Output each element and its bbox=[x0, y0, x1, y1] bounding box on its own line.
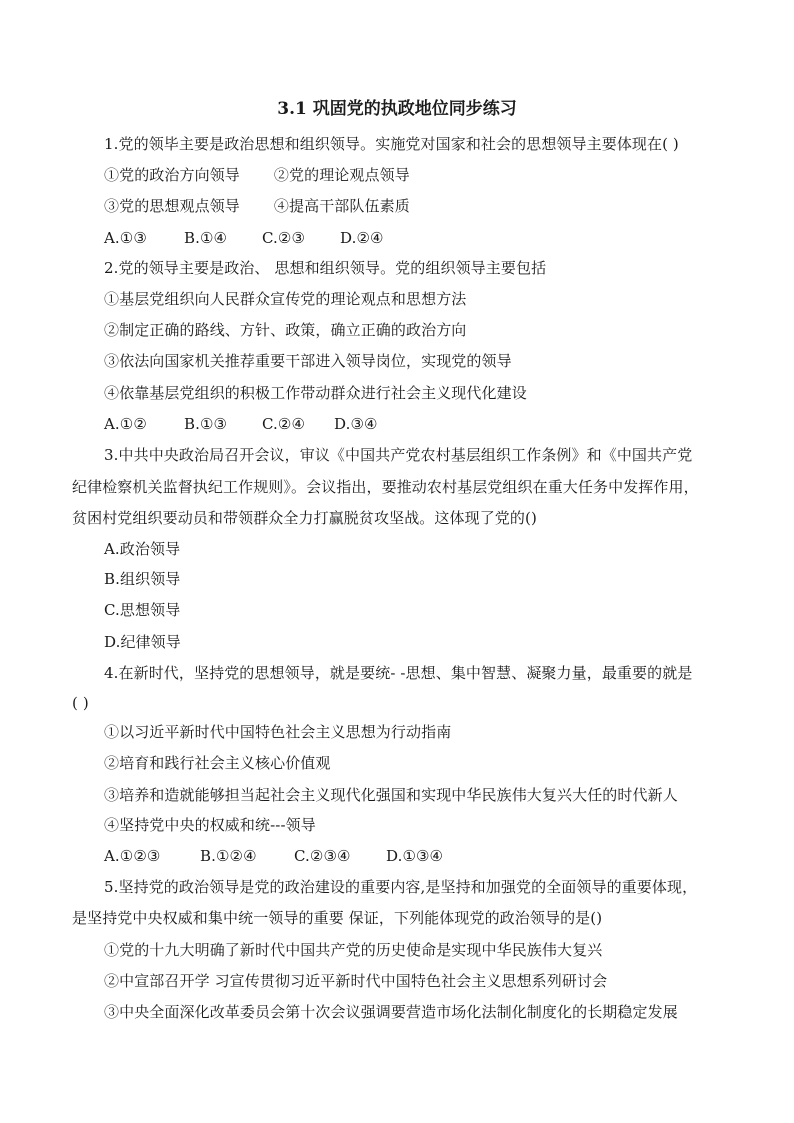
q5-item-2: ②中宣部召开学 习宣传贯彻习近平新时代中国特色社会主义思想系列研讨会 bbox=[104, 972, 608, 990]
q4-option-c: C.②③④ bbox=[294, 847, 351, 865]
q1-option-d: D.②④ bbox=[340, 229, 384, 247]
q5-item-3: ③中央全面深化改革委员会第十次会议强调要营造市场化法制化制度化的长期稳定发展 bbox=[104, 1003, 678, 1021]
q1-option-c: C.②③ bbox=[262, 229, 306, 247]
q3-option-d: D.纪律领导 bbox=[104, 633, 181, 651]
q1-options bbox=[104, 228, 384, 248]
q3-option-c: C.思想领导 bbox=[104, 601, 181, 619]
q1-items-row2 bbox=[104, 196, 410, 216]
q4-stem-line-2: ( ) bbox=[72, 694, 89, 712]
q2-item-2: ②制定正确的路线、方针、政策，确立正确的政治方向 bbox=[104, 321, 467, 339]
q4-item-3: ③培养和造就能够担当起社会主义现代化强国和实现中华民族伟大复兴大任的时代新人 bbox=[104, 786, 678, 804]
q4-option-d: D.①③④ bbox=[386, 847, 444, 865]
q2-item-1: ①基层党组织向人民群众宣传党的理论观点和思想方法 bbox=[104, 290, 467, 308]
q1-items-row1 bbox=[104, 165, 410, 185]
q2-option-c: C.②④ bbox=[262, 415, 306, 433]
q1-option-b: B.①④ bbox=[184, 229, 228, 247]
q4-options bbox=[104, 846, 443, 866]
q2-option-a: A.①② bbox=[104, 415, 147, 433]
q1-item-3: ③党的思想观点领导 bbox=[104, 197, 240, 215]
q1-item-4: ④提高干部队伍素质 bbox=[273, 197, 410, 215]
q2-option-b: B.①③ bbox=[184, 415, 228, 433]
q5-stem-line-1: 5.坚持党的政治领导是党的政治建设的重要内容,是坚持和加强党的全面领导的重要体现， bbox=[104, 878, 698, 896]
q1-option-a: A.①③ bbox=[104, 229, 147, 247]
q1-item-1: ①党的政治方向领导 bbox=[104, 166, 240, 184]
q4-item-2: ②培育和践行社会主义核心价值观 bbox=[104, 754, 331, 772]
q2-option-d: D.③④ bbox=[334, 415, 378, 433]
q4-item-4: ④坚持党中央的权威和统---领导 bbox=[104, 816, 316, 834]
q2-stem: 2.党的领导主要是政治、 思想和组织领导。党的组织领导主要包括 bbox=[104, 259, 547, 277]
q2-item-4: ④依靠基层党组织的积极工作带动群众进行社会主义现代化建设 bbox=[104, 384, 527, 402]
q3-option-a: A.政治领导 bbox=[104, 540, 181, 558]
page-title: 3.1 巩固党的执政地位同步练习 bbox=[277, 99, 517, 119]
q5-item-1: ①党的十九大明确了新时代中国共产党的历史使命是实现中华民族伟大复兴 bbox=[104, 941, 603, 959]
q4-stem-line-1: 4.在新时代，坚持党的思想领导，就是要统- -思想、集中智慧、凝聚力量，最重要的就是 bbox=[104, 664, 693, 682]
q4-item-1: ①以习近平新时代中国特色社会主义思想为行动指南 bbox=[104, 723, 452, 741]
q1-item-2: ②党的理论观点领导 bbox=[273, 166, 410, 184]
q4-option-b: B.①②④ bbox=[200, 847, 257, 865]
q3-stem-line-3: 贫困村党组织要动员和带领群众全力打赢脱贫攻坚战。这体现了党的() bbox=[72, 509, 537, 527]
q3-option-b: B.组织领导 bbox=[104, 570, 181, 588]
q2-options bbox=[104, 414, 378, 434]
q3-stem-line-2: 纪律检察机关监督执纪工作规则》。会议指出，要推动农村基层党组织在重大任务中发挥作用， bbox=[72, 478, 699, 496]
q1-stem: 1.党的领毕主要是政治思想和组织领导。实施党对国家和社会的思想领导主要体现在( ) bbox=[104, 135, 679, 153]
q4-option-a: A.①②③ bbox=[104, 847, 161, 865]
q2-item-3: ③依法向国家机关推荐重要干部进入领导岗位，实现党的领导 bbox=[104, 352, 512, 370]
q5-stem-line-2: 是坚持党中央权威和集中统一领导的重要 保证，下列能体现党的政治领导的是() bbox=[72, 909, 603, 927]
q3-stem-line-1: 3.中共中央政治局召开会议，审议《中国共产党农村基层组织工作条例》和《中国共产党 bbox=[104, 446, 693, 464]
